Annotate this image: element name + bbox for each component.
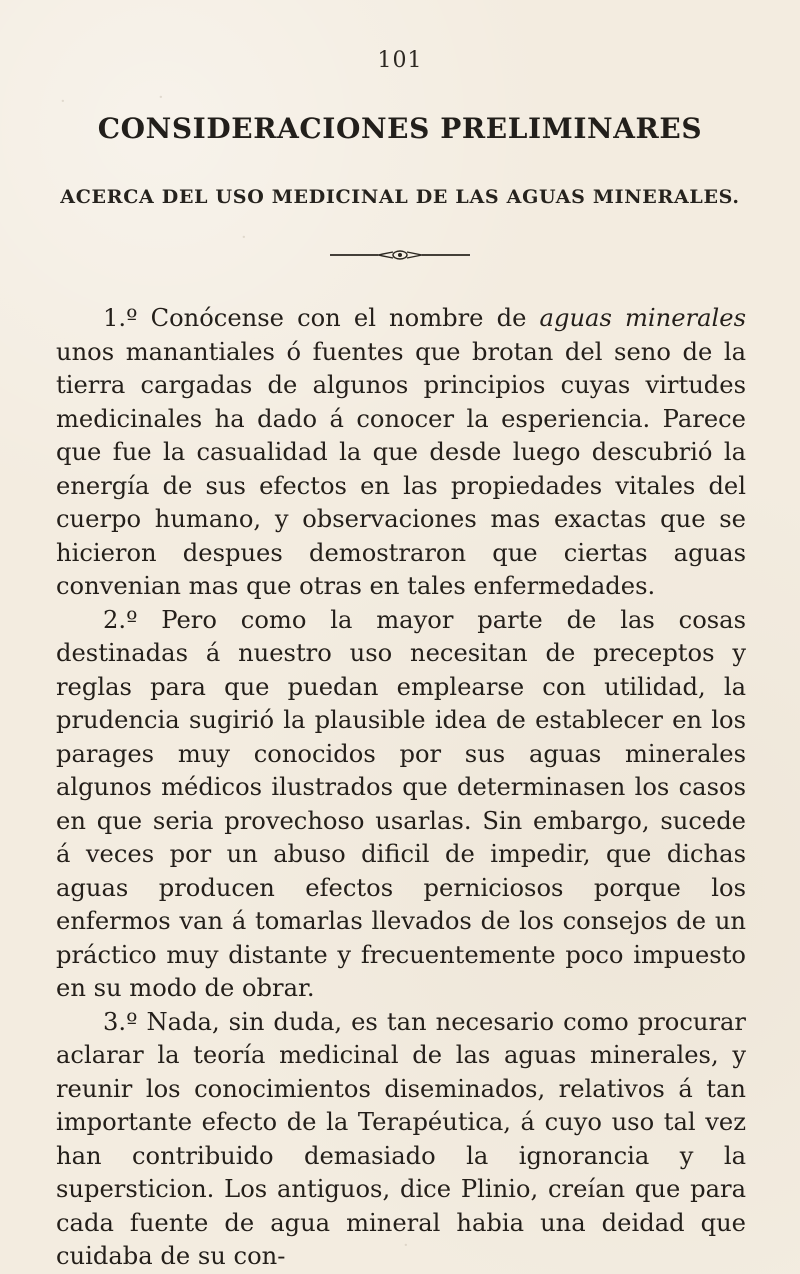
paper-speck: · — [60, 91, 66, 112]
body-text — [56, 302, 746, 1274]
paragraph-1-emphasis: aguas minerales — [539, 304, 746, 332]
paragraph-3-number: 3.º — [103, 1007, 138, 1036]
paper-speck: · — [241, 227, 247, 248]
paragraph-1 — [56, 302, 746, 604]
paragraph-2-text: Pero como la mayor parte de las cosas destinadas á nuestro uso necesitan de preceptos y reglas para que puedan emplearse con utilidad, la prudencia sugirió la plausible idea de establecer en los parages muy conocidos por sus aguas minerales algunos médicos ilustrados que determinasen los casos en que seria provechoso usarlas. Sin embargo, sucede á veces por un abuso dificil de impedir, que dichas aguas producen efectos perniciosos porque los enfermos van á tomarlas llevados de los consejos de un práctico muy distante y frecuentemente poco impuesto en su modo de obrar. — [56, 605, 746, 1002]
paragraph-3 — [56, 1006, 746, 1274]
chapter-title: CONSIDERACIONES PRELIMINARES — [97, 112, 703, 145]
paper-speck: · — [158, 87, 164, 108]
paragraph-1-text-start: Conócense con el nombre de — [137, 304, 540, 332]
paragraph-2 — [56, 604, 746, 1006]
decorative-rule-ornament — [330, 249, 470, 261]
paragraph-1-text-end: unos manantiales ó fuentes que brotan del seno de la tierra cargadas de algunos principios cuyas virtudes medicinales ha dado á conocer la esperiencia. Parece que fue la casualidad la que desde luego descubrió la energía de sus efectos en las propiedades vitales del cuerpo humano, y observaciones mas exactas que se hicieron despues demostraron que ciertas aguas convenian mas que otras en tales enfermedades. — [56, 337, 746, 600]
paragraph-3-text: Nada, sin duda, es tan necesario como procurar aclarar la teoría medicinal de las aguas minerales, y reunir los conocimientos diseminados, relativos á tan importante efecto de la Terapéutica, á cuyo uso tal vez han contribuido demasiado la ignorancia y la supersticion. Los antiguos, dice Plinio, creían que para cada fuente de agua mineral habia una deidad que cuidaba de su con- — [56, 1007, 746, 1270]
paragraph-1-number: 1.º — [103, 304, 138, 332]
page-number: 101 — [377, 48, 423, 73]
paper-speck: · — [403, 1235, 409, 1256]
paragraph-2-number: 2.º — [103, 605, 138, 634]
chapter-subtitle: ACERCA DEL USO MEDICINAL DE LAS AGUAS MINERALES. — [60, 186, 740, 208]
